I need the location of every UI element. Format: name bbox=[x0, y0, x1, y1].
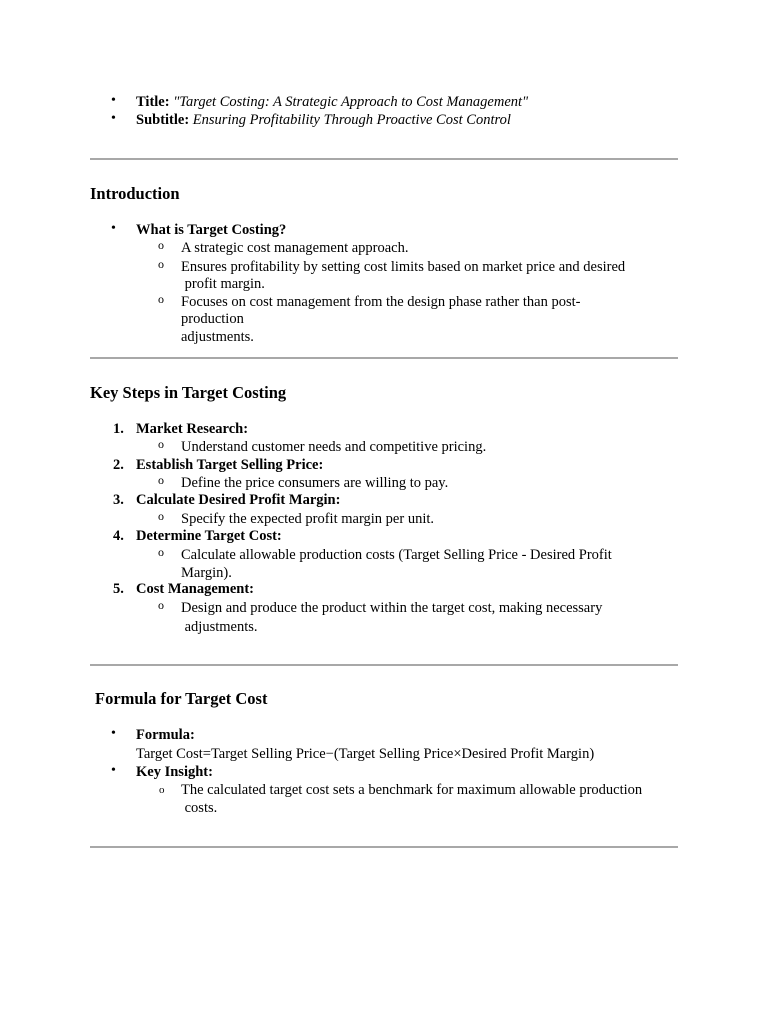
sub-bullet-icon: o bbox=[158, 238, 164, 252]
insight-text-continued: costs. bbox=[181, 800, 218, 816]
step-title: Determine Target Cost: bbox=[136, 528, 282, 544]
bullet-icon: • bbox=[111, 221, 116, 236]
step-number: 2. bbox=[113, 457, 124, 473]
introduction-heading: Introduction bbox=[90, 184, 180, 203]
intro-point: A strategic cost management approach. bbox=[181, 240, 409, 256]
sub-bullet-icon: o bbox=[158, 473, 164, 487]
sub-bullet-icon: o bbox=[158, 292, 164, 306]
step-detail: Calculate allowable production costs (Target Selling Price - Desired Profit bbox=[181, 547, 612, 563]
insight-label: Key Insight: bbox=[136, 764, 213, 780]
formula-text: Target Cost=Target Selling Price−(Target Selling Price×Desired Profit Margin) bbox=[136, 746, 595, 762]
intro-point: Focuses on cost management from the design phase rather than post- bbox=[181, 294, 581, 310]
step-detail-continued: adjustments. bbox=[181, 619, 258, 635]
sub-bullet-icon: o bbox=[159, 784, 165, 796]
step-detail: Specify the expected profit margin per unit. bbox=[181, 511, 434, 527]
step-detail: Design and produce the product within the target cost, making necessary bbox=[181, 600, 603, 616]
bullet-icon: • bbox=[111, 111, 116, 126]
step-title: Cost Management: bbox=[136, 581, 254, 597]
intro-question: What is Target Costing? bbox=[136, 222, 287, 238]
intro-point: Ensures profitability by setting cost limits based on market price and desired bbox=[181, 259, 626, 275]
intro-point-continued: profit margin. bbox=[181, 276, 265, 292]
divider bbox=[90, 664, 678, 666]
step-number: 4. bbox=[113, 528, 124, 544]
step-title: Calculate Desired Profit Margin: bbox=[136, 492, 341, 508]
subtitle-line bbox=[136, 111, 511, 129]
step-number: 1. bbox=[113, 421, 124, 437]
subtitle-label: Subtitle: bbox=[136, 112, 190, 128]
formula-heading: Formula for Target Cost bbox=[95, 689, 268, 708]
divider bbox=[90, 158, 678, 160]
bullet-icon: • bbox=[111, 93, 116, 108]
bullet-icon: • bbox=[111, 726, 116, 741]
title-label: Title: bbox=[136, 94, 170, 110]
sub-bullet-icon: o bbox=[158, 545, 164, 559]
step-number: 5. bbox=[113, 581, 124, 597]
intro-point-continued: production bbox=[181, 311, 244, 327]
sub-bullet-icon: o bbox=[158, 509, 164, 523]
step-number: 3. bbox=[113, 492, 124, 508]
subtitle-value: Ensuring Profitability Through Proactive Cost Control bbox=[192, 112, 511, 128]
title-value: "Target Costing: A Strategic Approach to Cost Management" bbox=[173, 94, 529, 110]
step-detail-continued: Margin). bbox=[181, 565, 232, 581]
step-detail: Understand customer needs and competitive pricing. bbox=[181, 439, 487, 455]
key-steps-heading: Key Steps in Target Costing bbox=[90, 383, 287, 402]
bullet-icon: • bbox=[111, 763, 116, 778]
sub-bullet-icon: o bbox=[158, 257, 164, 271]
intro-point-continued: adjustments. bbox=[181, 329, 254, 345]
sub-bullet-icon: o bbox=[158, 598, 164, 612]
divider bbox=[90, 846, 678, 848]
insight-text: The calculated target cost sets a benchmark for maximum allowable production bbox=[181, 782, 643, 798]
step-title: Market Research: bbox=[136, 421, 249, 437]
divider bbox=[90, 357, 678, 359]
title-line bbox=[136, 93, 528, 111]
step-title: Establish Target Selling Price: bbox=[136, 457, 324, 473]
sub-bullet-icon: o bbox=[158, 437, 164, 451]
formula-label: Formula: bbox=[136, 727, 195, 743]
step-detail: Define the price consumers are willing to pay. bbox=[181, 475, 449, 491]
